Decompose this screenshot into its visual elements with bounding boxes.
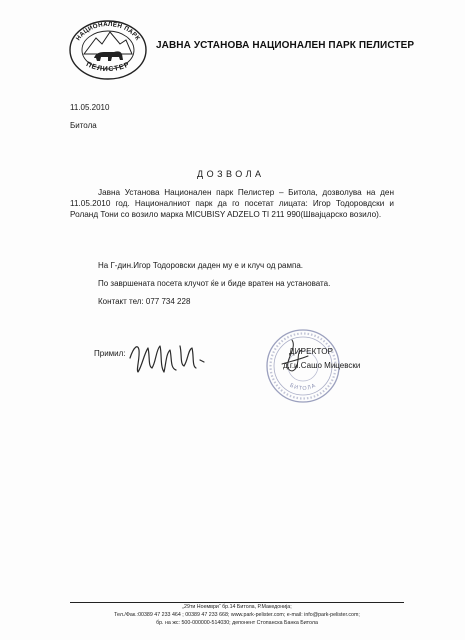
key-note-line: На Г-дин.Игор Тодоровски даден му е и клуч од рампа. xyxy=(98,261,304,270)
return-note-line: По завршената посета клучот ќе и биде вратен на установата. xyxy=(98,279,331,288)
contact-phone-line: Контакт тел: 077 734 228 xyxy=(98,297,191,306)
received-by-label: Примил: xyxy=(94,349,126,358)
park-logo xyxy=(66,14,150,80)
director-name: д.г.и.Сашо Мицевски xyxy=(283,361,361,370)
logo-ring-top-text: НАЦИОНАЛЕН ПАРК xyxy=(74,20,142,43)
document-title: ДОЗВОЛА xyxy=(197,169,265,179)
stamp-city-text: БИТОЛА xyxy=(288,382,318,392)
document-city: Битола xyxy=(70,121,97,130)
footer-bank-info: бр. на жс: 500-000000-514030; депонент Стопанска Банка Битола xyxy=(156,620,318,626)
logo-ring-bottom-text: ПЕЛИСТЕР xyxy=(84,61,132,74)
permit-paragraph: Јавна Установа Национален парк Пелистер – Битола, дозволува на ден 11.05.2010 год. Националниот парк да го посетат лицата: Игор Тодоровдски и Роланд Тони со возило марка MICUBISY ADZELO TI 211 990(Швајцарско возило). xyxy=(70,188,394,219)
document-date: 11.05.2010 xyxy=(70,103,110,112)
organization-title: ЈАВНА УСТАНОВА НАЦИОНАЛЕН ПАРК ПЕЛИСТЕР xyxy=(156,40,415,51)
svg-text:ПЕЛИСТЕР xyxy=(85,61,131,73)
footer-contacts: Тел./Фак.:00389 47 233 464 ; 00389 47 233 668; www.park-pelister.com; e-mail: info@park-pelister.com; xyxy=(114,612,360,618)
recipient-signature xyxy=(126,336,212,378)
svg-text:БИТОЛА xyxy=(289,383,318,392)
director-signature xyxy=(262,338,322,380)
footer-address: „29ти Ноември“ бр.14 Битола, Р.Македонија; xyxy=(182,604,292,610)
director-title: ДИРЕКТОР xyxy=(289,347,334,356)
footer-divider xyxy=(70,602,404,603)
